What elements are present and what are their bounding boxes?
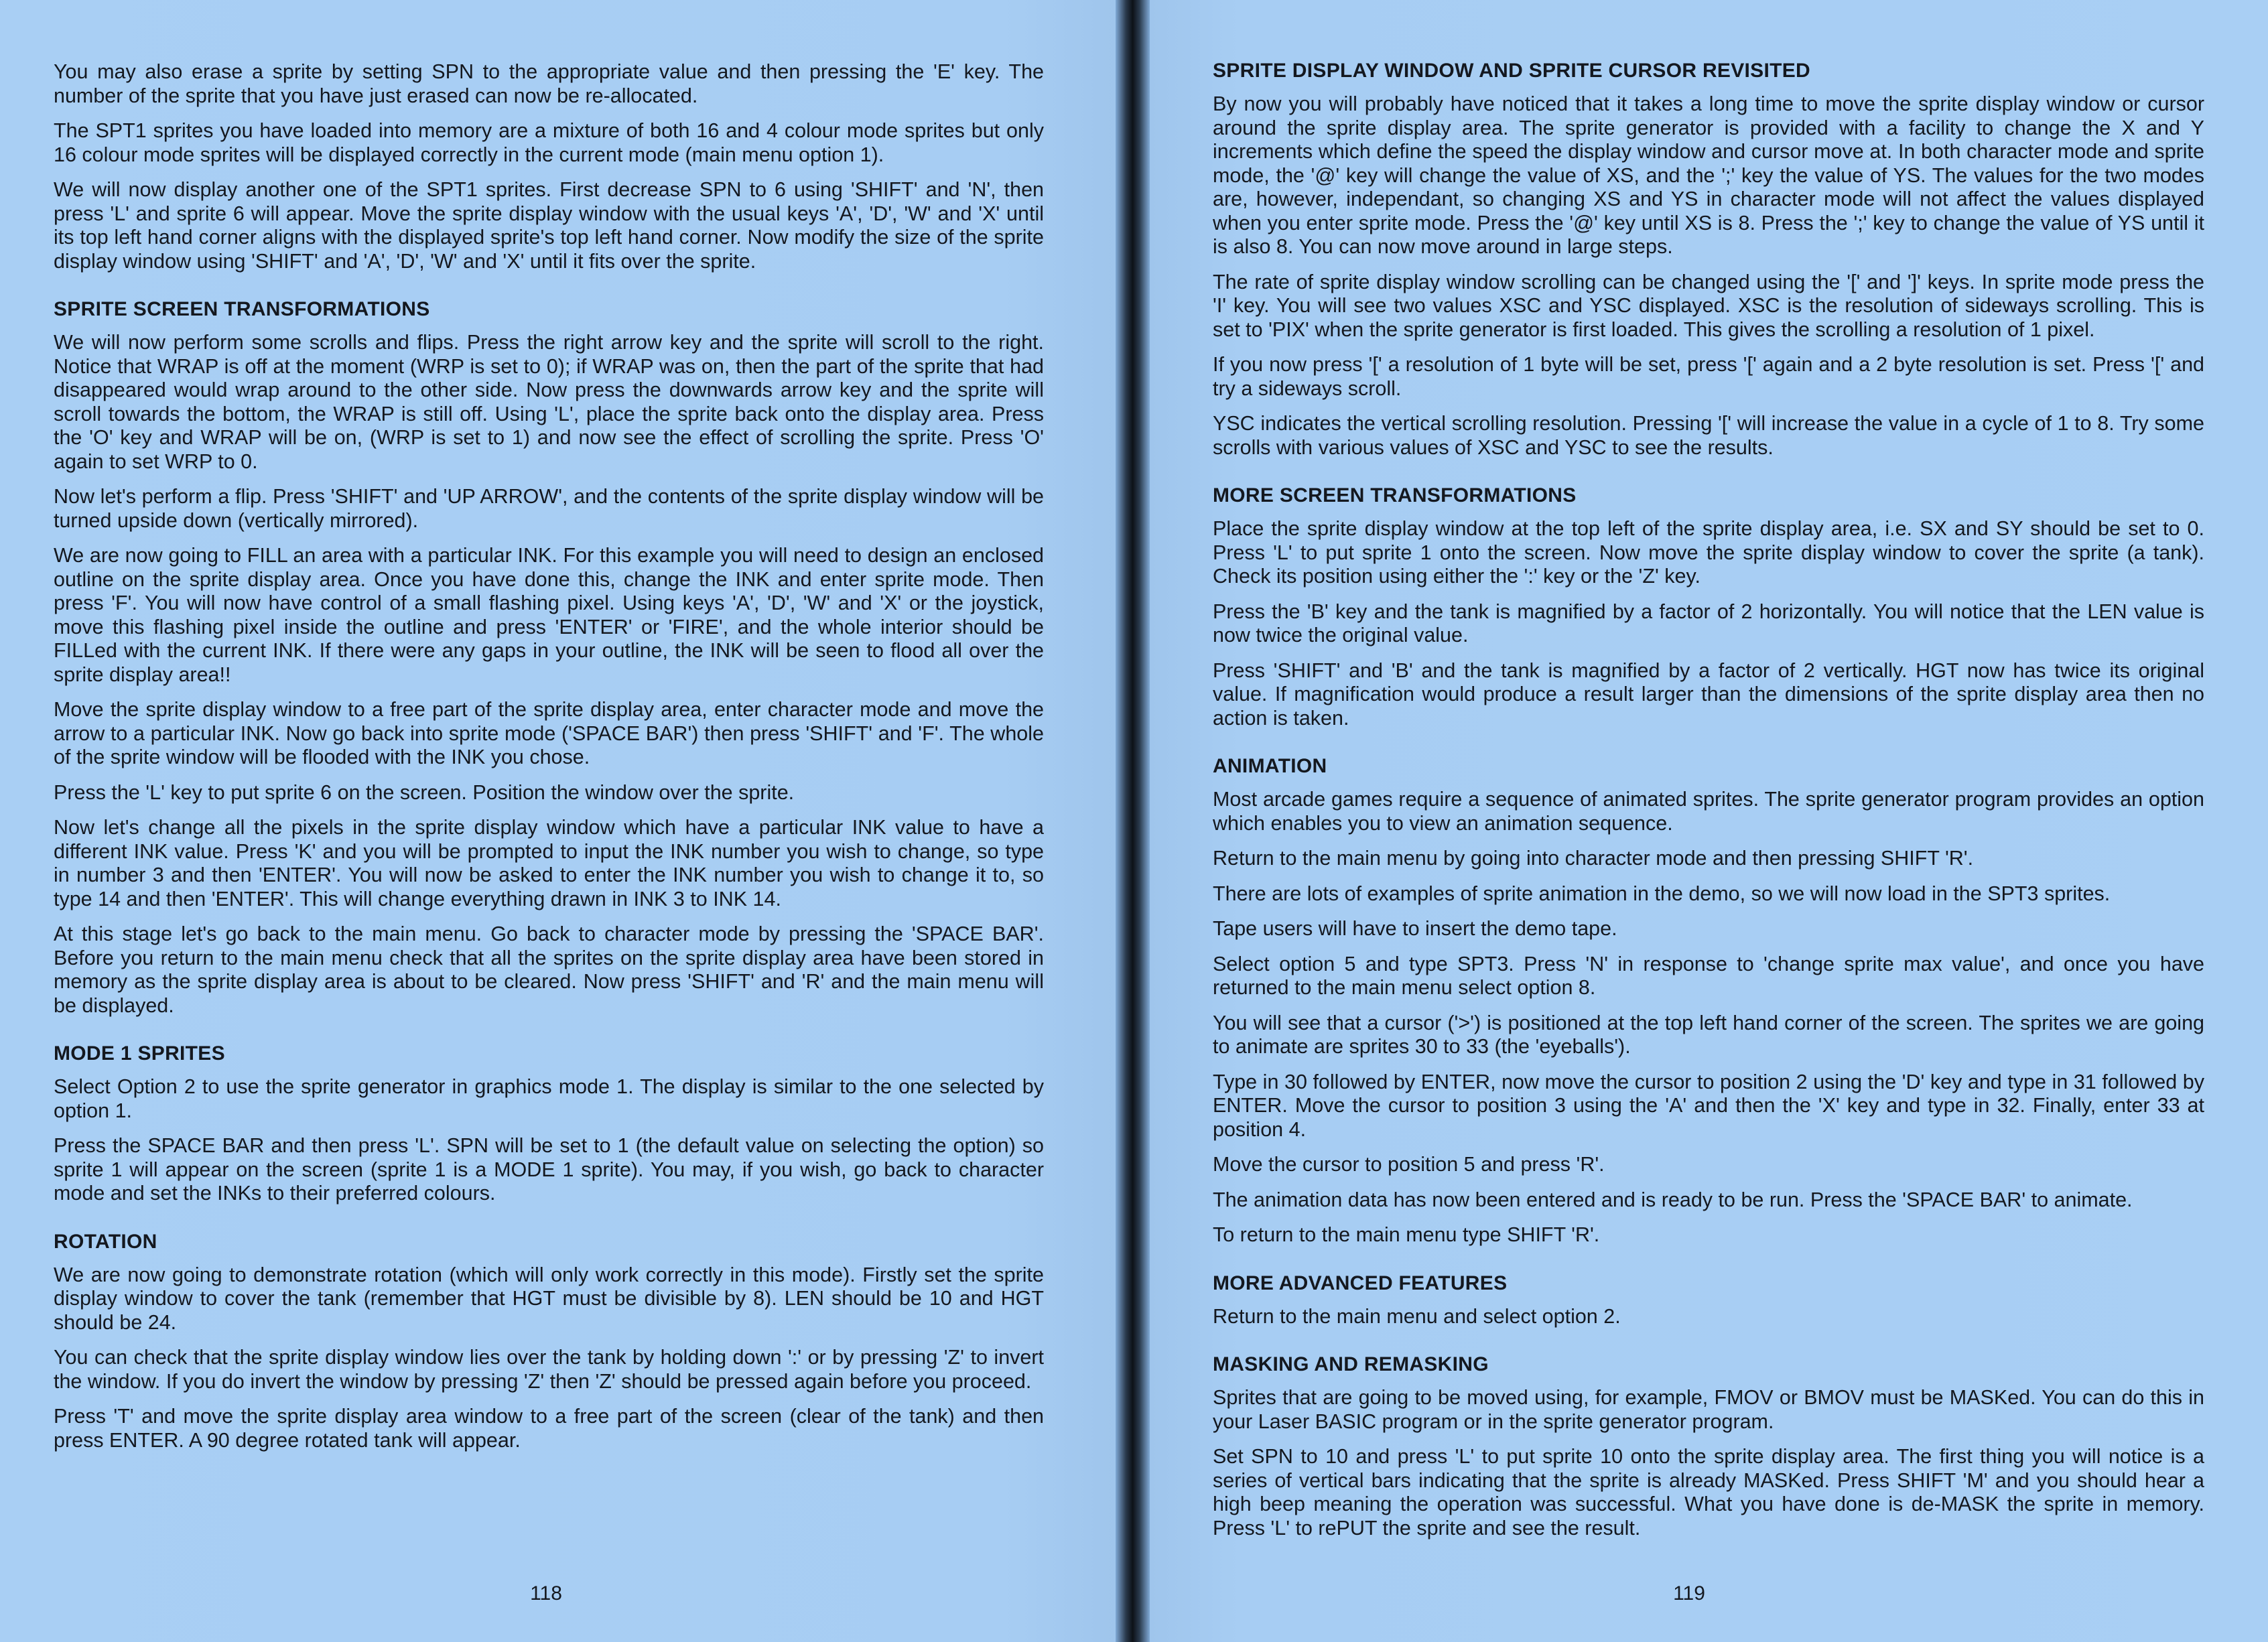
paragraph: Press the 'B' key and the tank is magnified by a factor of 2 horizontally. You will notice that the LEN value is now twice the original value.: [1213, 600, 2204, 646]
section-heading-more-screen-transformations: MORE SCREEN TRANSFORMATIONS: [1213, 484, 1577, 506]
section-heading-more-advanced-features: MORE ADVANCED FEATURES: [1213, 1272, 1508, 1294]
paragraph: Type in 30 followed by ENTER, now move the cursor to position 2 using the 'D' key and type in 31 followed by ENTER. Move the cursor to position 3 using the 'A' and then the 'X' key and type in 32. Finally, enter 33 at position 4.: [1213, 1070, 2204, 1141]
paragraph: Place the sprite display window at the top left of the sprite display area, i.e. SX and SY should be set to 0. Press 'L' to put sprite 1 onto the screen. Now move the sprite display window to cover the sprite (a tank). Check its position using either the ':' key or the 'Z' key.: [1213, 517, 2204, 588]
paragraph: Set SPN to 10 and press 'L' to put sprite 10 onto the sprite display area. The first thing you will notice is a series of vertical bars indicating that the sprite is already MASKed. Press SHIFT 'M' and you should hear a high beep meaning the operation was successful. What you have done is de-MASK the sprite in memory. Press 'L' to rePUT the sprite and see the result.: [1213, 1445, 2204, 1540]
page-number: 118: [530, 1582, 562, 1604]
paragraph: If you now press '[' a resolution of 1 byte will be set, press '[' again and a 2 byte resolution is set. Press '[' and try a sideways scroll.: [1213, 353, 2204, 400]
section-heading-rotation: ROTATION: [54, 1230, 157, 1253]
paragraph: Tape users will have to insert the demo tape.: [1213, 917, 1617, 940]
book-spine: [1116, 0, 1150, 1642]
paragraph: Move the sprite display window to a free part of the sprite display area, enter character mode and move the arrow to a particular INK. Now go back into sprite mode ('SPACE BAR') then press 'SHIFT' and 'F'. The whole of the sprite window will be flooded with the INK you chose.: [54, 698, 1044, 768]
paragraph: Select option 5 and type SPT3. Press 'N' in response to 'change sprite max value', and once you have returned to the main menu select option 8.: [1213, 952, 2204, 999]
paragraph: Press 'T' and move the sprite display area window to a free part of the screen (clear of the tank) and then press ENTER. A 90 degree rotated tank will appear.: [54, 1405, 1044, 1452]
paragraph: Now let's change all the pixels in the sprite display window which have a particular INK value to have a different INK value. Press 'K' and you will be prompted to input the INK number you wish to change, so type in number 3 and then 'ENTER'. You will now be asked to enter the INK number you wish to change it to, so type 14 and then 'ENTER'. This will change everything drawn in INK 3 to INK 14.: [54, 816, 1044, 910]
section-heading-mode-1-sprites: MODE 1 SPRITES: [54, 1042, 225, 1065]
right-page-content: [1213, 59, 2204, 1552]
paragraph: To return to the main menu type SHIFT 'R'.: [1213, 1223, 1600, 1246]
paragraph: We are now going to demonstrate rotation (which will only work correctly in this mode). Firstly set the sprite display window to cover the tank (remember that HGT must be divisible by 8). LEN should be 10 and HGT should be 24.: [54, 1263, 1044, 1334]
section-heading-animation: ANIMATION: [1213, 755, 1327, 777]
paragraph: The rate of sprite display window scrolling can be changed using the '[' and ']' keys. In sprite mode press the 'I' key. You will see two values XSC and YSC displayed. XSC is the resolution of sideways scrolling. This is set to 'PIX' when the sprite generator is first loaded. This gives the scrolling a resolution of 1 pixel.: [1213, 270, 2204, 341]
paragraph: You may also erase a sprite by setting SPN to the appropriate value and then pressing the 'E' key. The number of the sprite that you have just erased can now be re-allocated.: [54, 60, 1044, 107]
paragraph: The animation data has now been entered and is ready to be run. Press the 'SPACE BAR' to animate.: [1213, 1188, 2133, 1211]
section-heading-sprite-screen-transformations: SPRITE SCREEN TRANSFORMATIONS: [54, 298, 430, 320]
paragraph: Press the SPACE BAR and then press 'L'. SPN will be set to 1 (the default value on selecting the option) so sprite 1 will appear on the screen (sprite 1 is a MODE 1 sprite). You may, if you wish, go back to character mode and set the INKs to their preferred colours.: [54, 1134, 1044, 1205]
paragraph: Select Option 2 to use the sprite generator in graphics mode 1. The display is similar to the one selected by option 1.: [54, 1075, 1044, 1122]
right-page: [1150, 0, 2268, 1642]
left-page: [0, 0, 1116, 1642]
paragraph: Sprites that are going to be moved using, for example, FMOV or BMOV must be MASKed. You can do this in your Laser BASIC program or in the sprite generator program.: [1213, 1386, 2204, 1433]
paragraph: By now you will probably have noticed that it takes a long time to move the sprite display window or cursor around the sprite display area. The sprite generator is provided with a facility to change the X and Y increments which define the speed the display window and cursor move at. In both character mode and sprite mode, the '@' key will change the value of XS, and the ';' key the value of YS. The values for the two modes are, however, independant, so changing XS and YS in character mode will not affect the values displayed when you enter sprite mode. Press the '@' key until XS is 8. Press the ';' key to change the value of YS until it is also 8. You can now move around in large steps.: [1213, 92, 2204, 258]
paragraph: There are lots of examples of sprite animation in the demo, so we will now load in the SPT3 sprites.: [1213, 882, 2111, 905]
paragraph: Return to the main menu by going into character mode and then pressing SHIFT 'R'.: [1213, 847, 1974, 870]
section-heading-masking-and-remasking: MASKING AND REMASKING: [1213, 1353, 1489, 1375]
paragraph: Press 'SHIFT' and 'B' and the tank is magnified by a factor of 2 vertically. HGT now has twice its original value. If magnification would produce a result larger than the dimensions of the sprite display area then no action is taken.: [1213, 659, 2204, 730]
paragraph: The SPT1 sprites you have loaded into memory are a mixture of both 16 and 4 colour mode sprites but only 16 colour mode sprites will be displayed correctly in the current mode (main menu option 1).: [54, 119, 1044, 166]
paragraph: You will see that a cursor ('>') is positioned at the top left hand corner of the screen. The sprites we are going to animate are sprites 30 to 33 (the 'eyeballs').: [1213, 1011, 2204, 1058]
paragraph: We will now perform some scrolls and flips. Press the right arrow key and the sprite will scroll to the right. Notice that WRAP is off at the moment (WRP is set to 0); if WRAP was on, then the part of the sprite that had disappeared would wrap around to the other side. Now press the downwards arrow key and the sprite will scroll towards the bottom, the WRAP is still off. Using 'L', place the sprite back onto the display area. Press the 'O' key and WRAP will be on, (WRP is set to 1) and now see the effect of scrolling the sprite. Press 'O' again to set WRP to 0.: [54, 331, 1044, 473]
paragraph: YSC indicates the vertical scrolling resolution. Pressing '[' will increase the value in a cycle of 1 to 8. Try some scrolls with various values of XSC and YSC to see the results.: [1213, 412, 2204, 459]
page-number: 119: [1673, 1582, 1705, 1604]
paragraph: We will now display another one of the SPT1 sprites. First decrease SPN to 6 using 'SHIFT' and 'N', then press 'L' and sprite 6 will appear. Move the sprite display window with the usual keys 'A', 'D', 'W' and 'X' until its top left hand corner aligns with the displayed sprite's top left hand corner. Now modify the size of the sprite display window using 'SHIFT' and 'A', 'D', 'W' and 'X' until it fits over the sprite.: [54, 178, 1044, 273]
paragraph: Most arcade games require a sequence of animated sprites. The sprite generator program provides an option which enables you to view an animation sequence.: [1213, 788, 2204, 835]
left-page-content: [54, 60, 1044, 1464]
section-heading-sprite-display-window-revisited: SPRITE DISPLAY WINDOW AND SPRITE CURSOR REVISITED: [1213, 60, 1811, 82]
paragraph: At this stage let's go back to the main menu. Go back to character mode by pressing the 'SPACE BAR'. Before you return to the main menu check that all the sprites on the sprite display area have been stored in memory as the sprite display area is about to be cleared. Now press 'SHIFT' and 'R' and the main menu will be displayed.: [54, 922, 1044, 1017]
paragraph: Press the 'L' key to put sprite 6 on the screen. Position the window over the sprite.: [54, 780, 795, 804]
paragraph: Return to the main menu and select option 2.: [1213, 1304, 1621, 1328]
paragraph: You can check that the sprite display window lies over the tank by holding down ':' or by pressing 'Z' to invert the window. If you do invert the window by pressing 'Z' then 'Z' should be pressed again before you proceed.: [54, 1346, 1044, 1393]
paragraph: We are now going to FILL an area with a particular INK. For this example you will need to design an enclosed outline on the sprite display area. Once you have done this, change the INK and enter sprite mode. Then press 'F'. You will now have control of a small flashing pixel. Using keys 'A', 'D', 'W' and 'X' or the joystick, move this flashing pixel inside the outline and press 'ENTER' or 'FIRE', and the whole interior should be FILLed with the current INK. If there were any gaps in your outline, the INK will be seen to flood all over the sprite display area!!: [54, 544, 1044, 686]
paragraph: Now let's perform a flip. Press 'SHIFT' and 'UP ARROW', and the contents of the sprite display window will be turned upside down (vertically mirrored).: [54, 485, 1044, 532]
paragraph: Move the cursor to position 5 and press 'R'.: [1213, 1153, 1605, 1176]
